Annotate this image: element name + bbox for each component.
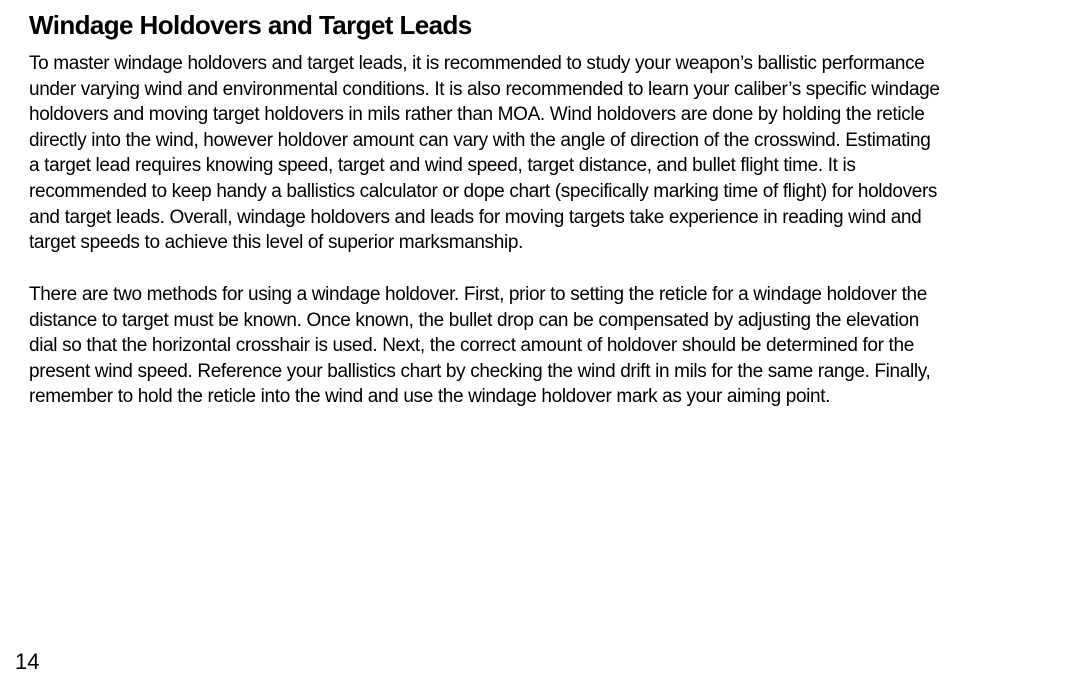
paragraph-line: present wind speed. Reference your ballistics chart by checking the wind drift in mils for the same range. Finally, — [29, 360, 931, 382]
page-title: Windage Holdovers and Target Leads — [29, 10, 472, 40]
paragraph-line: recommended to keep handy a ballistics calculator or dope chart (specifically marking time of flight) for holdovers — [29, 180, 938, 202]
paragraph-line: target speeds to achieve this level of superior marksmanship. — [29, 232, 524, 254]
paragraph-line: under varying wind and environmental conditions. It is also recommended to learn your caliber’s specific windage — [29, 78, 940, 100]
paragraph-line: and target leads. Overall, windage holdovers and leads for moving targets take experience in reading wind and — [29, 206, 922, 228]
paragraph-line: distance to target must be known. Once known, the bullet drop can be compensated by adjusting the elevation — [29, 309, 919, 331]
paragraph-line: To master windage holdovers and target leads, it is recommended to study your weapon’s ballistic performance — [29, 53, 925, 74]
page-number: 14 — [15, 649, 40, 674]
paragraph-line: remember to hold the reticle into the wind and use the windage holdover mark as your aiming point. — [29, 386, 831, 408]
paragraph-line: a target lead requires knowing speed, target and wind speed, target distance, and bullet flight time. It is — [29, 155, 856, 177]
paragraph-windage-overview — [29, 51, 1039, 256]
paragraph-line: directly into the wind, however holdover amount can vary with the angle of direction of the crosswind. Estimating — [29, 129, 931, 151]
paragraph-line: There are two methods for using a windage holdover. First, prior to setting the reticle for a windage holdover the — [29, 284, 927, 305]
paragraph-line: holdovers and moving target holdovers in mils rather than MOA. Wind holdovers are done by holding the reticle — [29, 104, 925, 126]
paragraph-line: dial so that the horizontal crosshair is used. Next, the correct amount of holdover should be determined for the — [29, 335, 914, 357]
paragraph-holdover-methods — [29, 282, 1039, 410]
